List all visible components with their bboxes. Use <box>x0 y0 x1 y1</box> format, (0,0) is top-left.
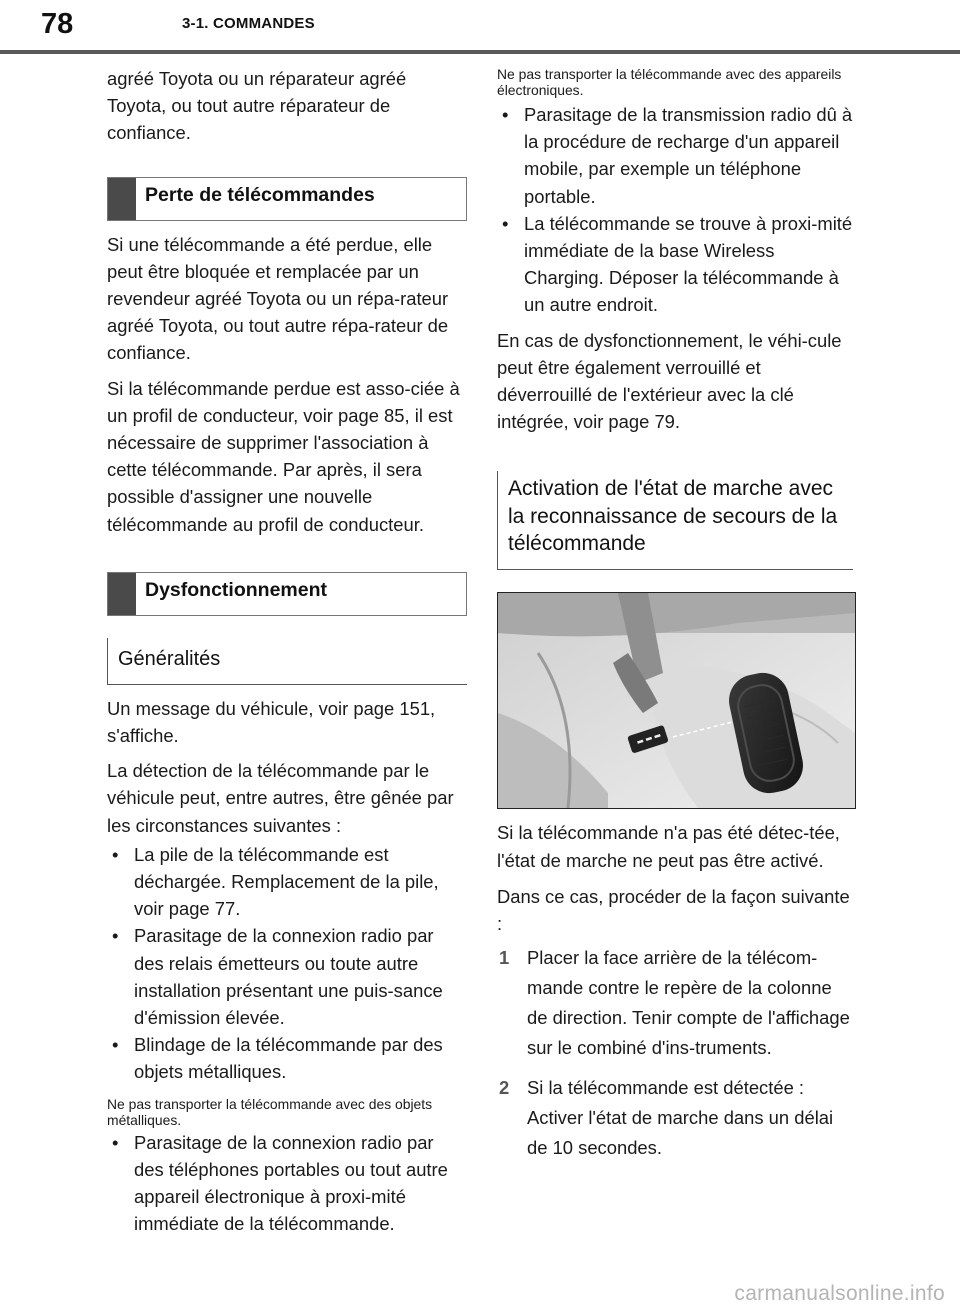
right-column <box>497 66 853 1163</box>
step-item: 2 Si la télécommande est détectée : Activer l'état de marche dans un délai de 10 secondes. <box>497 1073 853 1163</box>
paragraph: Un message du véhicule, voir page 151, s'affiche. <box>107 697 436 747</box>
bullet-list <box>497 101 853 319</box>
bullet-list <box>107 1129 467 1238</box>
bullet-dot: • <box>112 1131 119 1153</box>
paragraph: Si la télécommande perdue est asso-ciée à un profil de conducteur, voir page 85, il est nécessaire de supprimer l'association à cette télécommande. Par après, il sera possible d'assigner une nouvelle télécommande au profil de conducteur. <box>107 377 460 535</box>
step-number: 1 <box>499 947 510 969</box>
list-item: • Blindage de la télécommande par des objets métalliques. <box>107 1031 467 1085</box>
steering-column-photo <box>497 592 856 809</box>
note-text: Ne pas transporter la télécommande avec des appareils électroniques. <box>497 66 842 98</box>
page-header <box>0 0 960 54</box>
list-item: • Parasitage de la transmission radio dû à la procédure de recharge d'un appareil mobile, par exemple un téléphone portable. <box>497 101 853 210</box>
subheading-general <box>107 638 467 685</box>
section-heading-title: Dysfonctionnement <box>145 578 328 601</box>
section-heading-title: Activation de l'état de marche avec la reconnaissance de secours de la télécommande <box>508 477 838 556</box>
section-heading-emergency-activation <box>497 471 853 570</box>
note-text: Ne pas transporter la télécommande avec des objets métalliques. <box>107 1095 433 1128</box>
bullet-list <box>107 841 467 1086</box>
bullet-dot: • <box>112 1034 119 1056</box>
watermark: carmanualsonline.info <box>734 1282 945 1305</box>
subheading-title: Généralités <box>118 647 221 670</box>
section-heading-title: Perte de télécommandes <box>145 183 375 206</box>
page-number: 78 <box>41 8 74 40</box>
section-heading-bar <box>108 573 136 615</box>
section-heading-lost-remotes <box>107 177 467 221</box>
bullet-dot: • <box>502 212 509 234</box>
paragraph: Dans ce cas, procéder de la façon suivante : <box>497 885 850 935</box>
list-item: • Parasitage de la connexion radio par des relais émetteurs ou toute autre installation présentant une puis-sance d'émission élevée. <box>107 922 467 1031</box>
left-column <box>107 62 467 1238</box>
section-heading-malfunction <box>107 572 467 616</box>
list-item: • La télécommande se trouve à proxi-mité immédiate de la base Wireless Charging. Déposer la télécommande à un autre endroit. <box>497 210 853 319</box>
step-list <box>497 943 853 1163</box>
bullet-dot: • <box>112 925 119 947</box>
list-item: • La pile de la télécommande est déchargée. Remplacement de la pile, voir page 77. <box>107 841 467 923</box>
steering-column-illustration <box>498 593 855 808</box>
intro-paragraph: agréé Toyota ou un réparateur agréé Toyota, ou tout autre réparateur de confiance. <box>107 68 407 144</box>
chapter-title: 3-1. COMMANDES <box>182 15 315 32</box>
bullet-dot: • <box>112 843 119 865</box>
section-heading-bar <box>108 178 136 220</box>
paragraph: Si la télécommande n'a pas été détec-tée, l'état de marche ne peut pas être activé. <box>497 822 840 871</box>
bullet-dot: • <box>502 104 509 125</box>
header-rule <box>0 50 960 54</box>
paragraph: En cas de dysfonctionnement, le véhi-cule peut être également verrouillé et déverrouillé de l'extérieur avec la clé intégrée, voir page 79. <box>497 329 842 433</box>
step-number: 2 <box>499 1077 510 1099</box>
paragraph: Si une télécommande a été perdue, elle peut être bloquée et remplacée par un revendeur agréé Toyota ou un répa-rateur agréé Toyota, ou tout autre répa-rateur de confiance. <box>107 233 449 364</box>
paragraph: La détection de la télécommande par le véhicule peut, entre autres, être gênée par les circonstances suivantes : <box>107 760 454 836</box>
step-item: 1 Placer la face arrière de la télécom-mande contre le repère de la colonne de direction. Tenir compte de l'affichage sur le combiné d'ins-truments. <box>497 943 853 1063</box>
list-item: • Parasitage de la connexion radio par des téléphones portables ou tout autre appareil électronique à proxi-mité immédiate de la télécommande. <box>107 1129 467 1238</box>
